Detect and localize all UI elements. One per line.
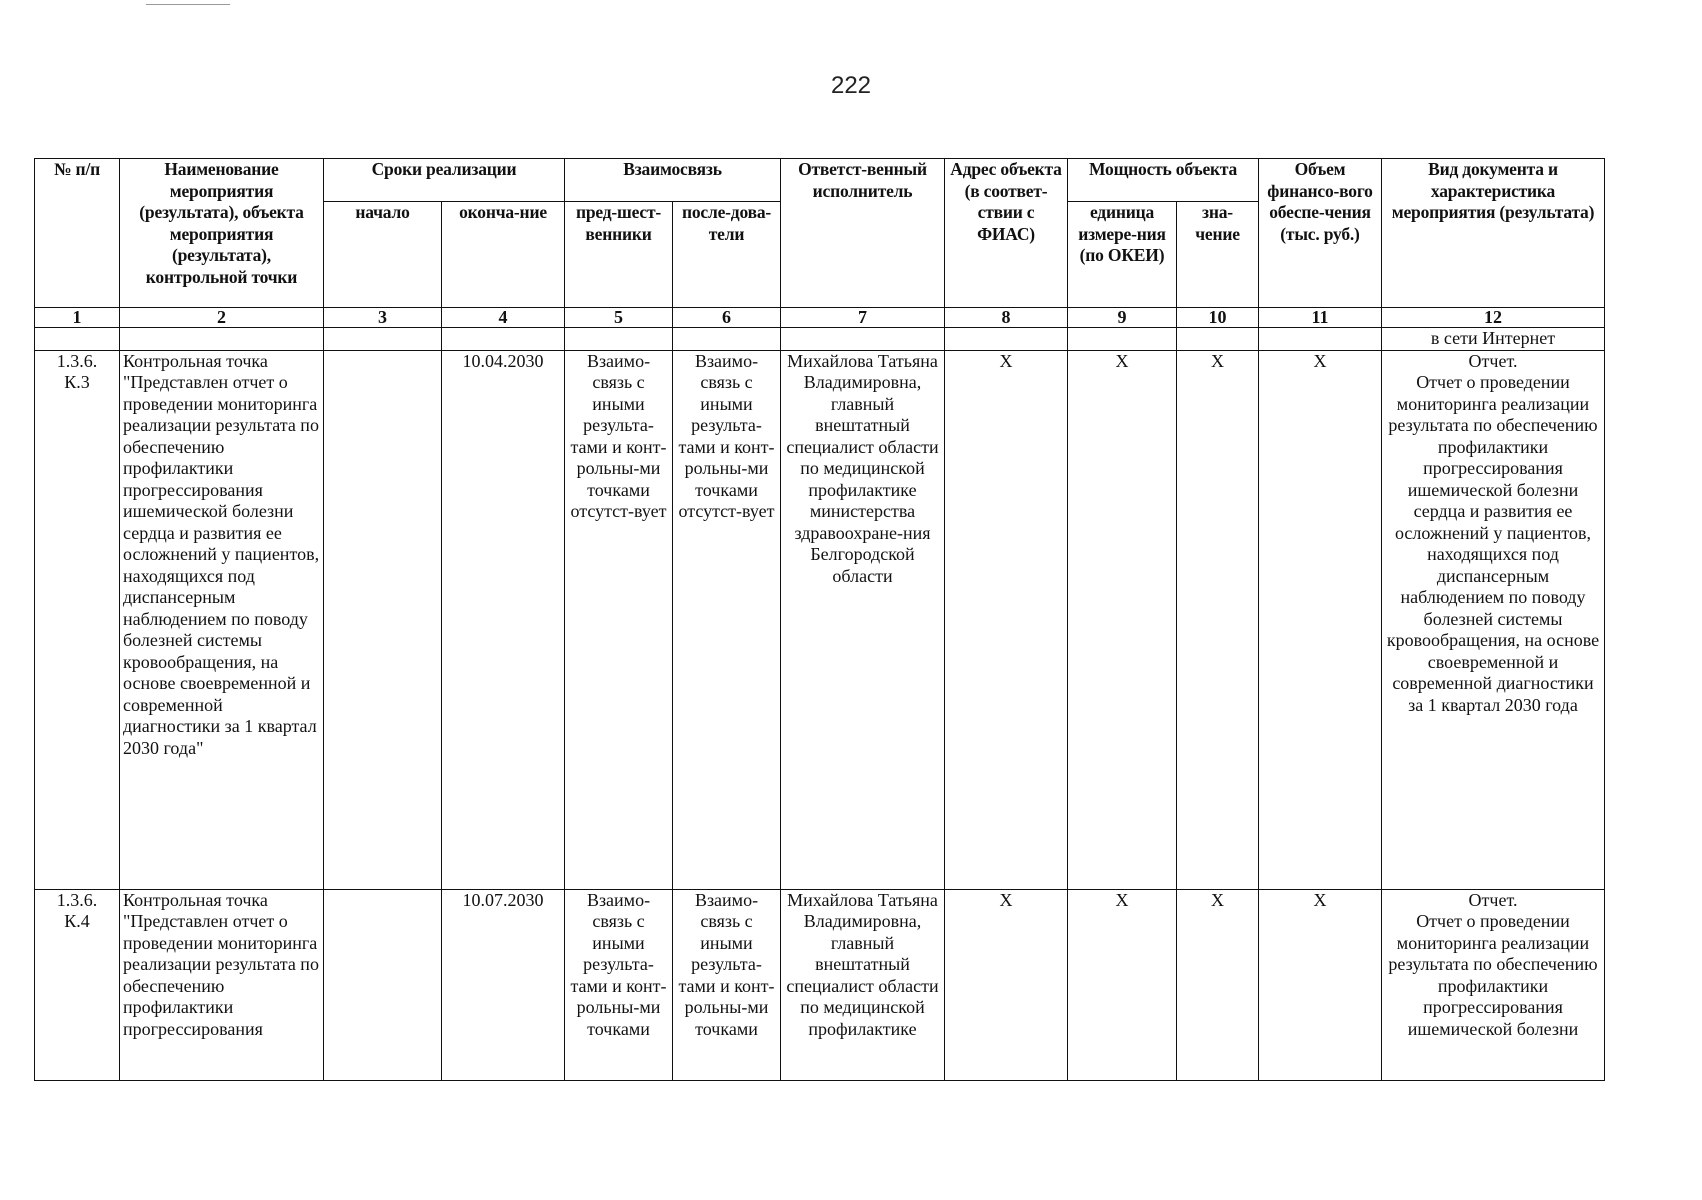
column-number: 2 <box>120 308 324 328</box>
column-number: 3 <box>324 308 442 328</box>
row-pred: Взаимо-связь с иными результа-тами и конт-рольны-ми точками отсутст-вует <box>565 350 673 889</box>
carry-over-text: в сети Интернет <box>1382 328 1605 351</box>
row-value: X <box>1177 889 1259 1080</box>
row-next: Взаимо-связь с иными результа-тами и конт-рольны-ми точками <box>673 889 781 1080</box>
header-cap-unit: единица измере-ния (по ОКЕИ) <box>1068 202 1177 308</box>
row-unit: X <box>1068 350 1177 889</box>
header-link-next: после-дова-тели <box>673 202 781 308</box>
row-responsible: Михайлова Татьяна Владимировна, главный внештатный специалист области по медицинской профилактике министерства здравоохране-ния Белгородской области <box>781 350 945 889</box>
header-num: № п/п <box>35 159 120 308</box>
row-num: 1.3.6. К.3 <box>35 350 120 889</box>
page-number: 222 <box>830 72 872 99</box>
row-start <box>324 889 442 1080</box>
row-start <box>324 350 442 889</box>
row-finance: X <box>1259 889 1382 1080</box>
header-links: Взаимосвязь <box>565 159 781 202</box>
header-link-pred: пред-шест-венники <box>565 202 673 308</box>
row-address: X <box>945 889 1068 1080</box>
header-terms: Сроки реализации <box>324 159 565 202</box>
column-number: 11 <box>1259 308 1382 328</box>
row-document: Отчет. Отчет о проведении мониторинга реализации результата по обеспечению профилактики прогрессирования ишемической болезни сердца и развития ее осложнений у пациентов, находящихся под диспансерным наблюдением по поводу болезней системы кровообращения, на основе своевременной и современной диагностики за 1 квартал 2030 года <box>1382 350 1605 889</box>
header-name: Наименование мероприятия (результата), объекта мероприятия (результата), контрольной точки <box>120 159 324 308</box>
row-name: Контрольная точка "Представлен отчет о проведении мониторинга реализации результата по обеспечению профилактики прогрессирования ишемической болезни сердца и развития ее осложнений у пациентов, находящихся под диспансерным наблюдением по поводу болезней системы кровообращения, на основе своевременной и современной диагностики за 1 квартал 2030 года" <box>120 350 324 889</box>
header-row-top <box>35 159 1605 202</box>
header-responsible: Ответст-венный исполнитель <box>781 159 945 308</box>
header-cap-value: зна-чение <box>1177 202 1259 308</box>
column-number: 5 <box>565 308 673 328</box>
table-row <box>35 889 1605 1080</box>
column-number: 8 <box>945 308 1068 328</box>
row-end: 10.07.2030 <box>442 889 565 1080</box>
column-number: 10 <box>1177 308 1259 328</box>
scan-artifact-line <box>146 4 230 5</box>
row-pred: Взаимо-связь с иными результа-тами и конт-рольны-ми точками <box>565 889 673 1080</box>
column-number: 12 <box>1382 308 1605 328</box>
column-number: 4 <box>442 308 565 328</box>
row-end: 10.04.2030 <box>442 350 565 889</box>
header-term-start: начало <box>324 202 442 308</box>
table-row <box>35 350 1605 889</box>
column-number: 1 <box>35 308 120 328</box>
column-number: 6 <box>673 308 781 328</box>
row-responsible: Михайлова Татьяна Владимировна, главный внештатный специалист области по медицинской профилактике <box>781 889 945 1080</box>
row-name: Контрольная точка "Представлен отчет о проведении мониторинга реализации результата по обеспечению профилактики прогрессирования <box>120 889 324 1080</box>
measures-table <box>34 158 1605 1081</box>
column-number: 9 <box>1068 308 1177 328</box>
header-address: Адрес объекта (в соответ-ствии с ФИАС) <box>945 159 1068 308</box>
column-number: 7 <box>781 308 945 328</box>
header-document: Вид документа и характеристика мероприятия (результата) <box>1382 159 1605 308</box>
row-next: Взаимо-связь с иными результа-тами и конт-рольны-ми точками отсутст-вует <box>673 350 781 889</box>
row-value: X <box>1177 350 1259 889</box>
row-unit: X <box>1068 889 1177 1080</box>
carry-over-row <box>35 328 1605 351</box>
column-number-row <box>35 308 1605 328</box>
row-num: 1.3.6. К.4 <box>35 889 120 1080</box>
row-document: Отчет. Отчет о проведении мониторинга реализации результата по обеспечению профилактики прогрессирования ишемической болезни <box>1382 889 1605 1080</box>
header-term-end: оконча-ние <box>442 202 565 308</box>
header-finance: Объем финансо-вого обеспе-чения (тыс. руб.) <box>1259 159 1382 308</box>
row-address: X <box>945 350 1068 889</box>
row-finance: X <box>1259 350 1382 889</box>
header-capacity: Мощность объекта <box>1068 159 1259 202</box>
